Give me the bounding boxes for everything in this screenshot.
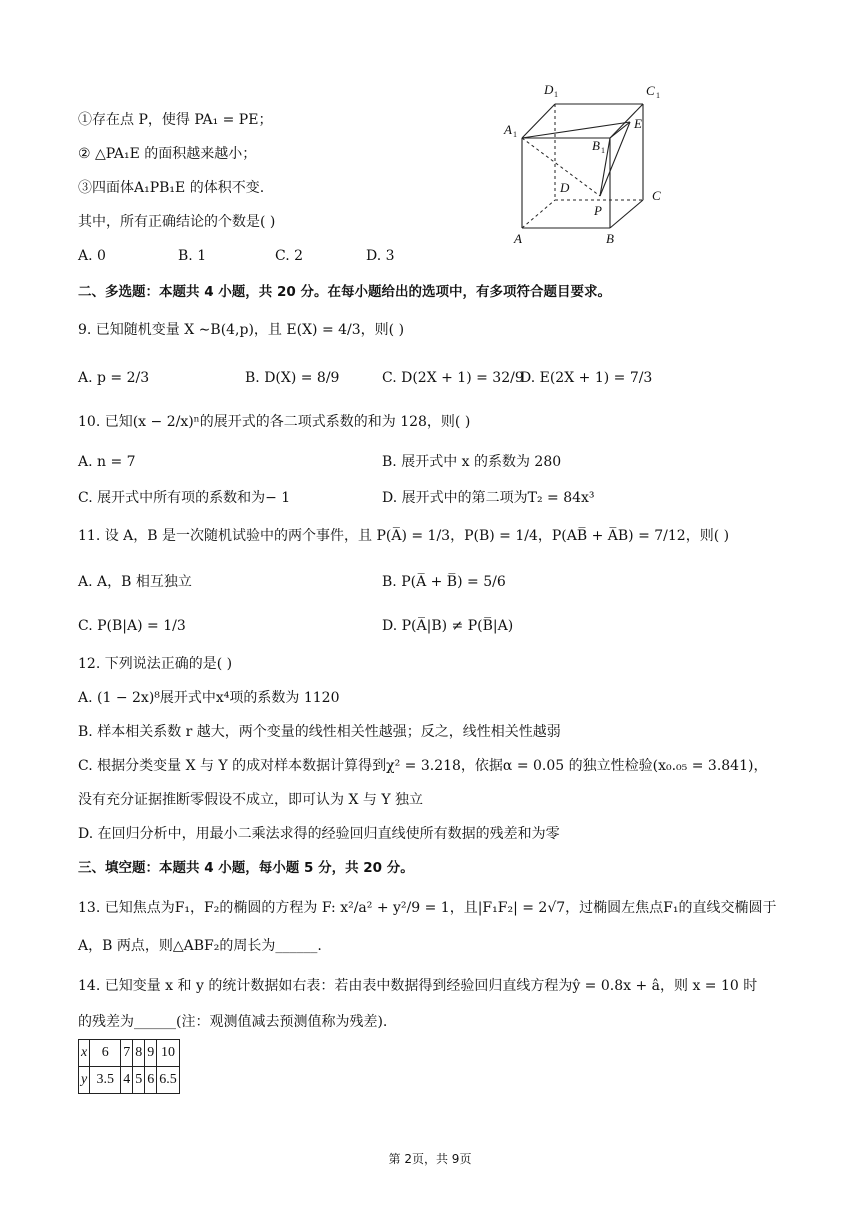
table-cell: x bbox=[79, 1040, 90, 1067]
q12-stem: 12. 下列说法正确的是( ) bbox=[78, 656, 233, 672]
cube-sub-b1: 1 bbox=[601, 146, 605, 155]
q11-option-d: D. P(A̅|B) ≠ P(B̅|A) bbox=[382, 618, 514, 634]
q10-option-c: C. 展开式中所有项的系数和为− 1 bbox=[78, 490, 291, 506]
cube-label-b1: B bbox=[592, 138, 600, 153]
section-3-heading: 三、填空题：本题共 4 小题，每小题 5 分，共 20 分。 bbox=[78, 860, 414, 876]
q11-option-a: A. A，B 相互独立 bbox=[78, 574, 192, 590]
q8-statement-2: ② △PA₁E 的面积越来越小； bbox=[78, 146, 257, 162]
q8-option-d: D. 3 bbox=[366, 248, 395, 264]
q12-option-c-line1: C. 根据分类变量 X 与 Y 的成对样本数据计算得到χ² = 3.218，依据α = 0.05 的独立性检验(x₀.₀₅ = 3.841)， bbox=[78, 758, 768, 774]
page-footer: 第 2页，共 9页 bbox=[388, 1152, 472, 1166]
q14-line1: 14. 已知变量 x 和 y 的统计数据如右表：若由表中数据得到经验回归直线方程为ŷ = 0.8x + â，则 x = 10 时 bbox=[78, 978, 758, 994]
q9-option-d: D. E(2X + 1) = 7/3 bbox=[520, 370, 653, 386]
q9-option-a: A. p = 2/3 bbox=[78, 370, 150, 386]
q10-option-a: A. n = 7 bbox=[78, 454, 136, 470]
table-cell: y bbox=[79, 1067, 90, 1094]
q10-option-b: B. 展开式中 x 的系数为 280 bbox=[382, 454, 562, 470]
q9-option-c: C. D(2X + 1) = 32/9 bbox=[382, 370, 524, 386]
q9-stem: 9. 已知随机变量 X ∼B(4,p)，且 E(X) = 4/3，则( ) bbox=[78, 322, 405, 338]
q12-option-d: D. 在回归分析中，用最小二乘法求得的经验回归直线使所有数据的残差和为零 bbox=[78, 826, 560, 842]
cube-label-c: C bbox=[652, 188, 661, 203]
table-cell: 7 bbox=[121, 1040, 133, 1067]
q10-option-d: D. 展开式中的第二项为T₂ = 84x³ bbox=[382, 490, 595, 506]
q10-stem: 10. 已知(x − 2/x)ⁿ的展开式的各二项式系数的和为 128，则( ) bbox=[78, 414, 471, 430]
table-cell: 9 bbox=[145, 1040, 157, 1067]
cube-label-c1: C bbox=[646, 83, 655, 98]
q9-option-b: B. D(X) = 8/9 bbox=[245, 370, 340, 386]
q13-line2: A，B 两点，则△ABF₂的周长为______. bbox=[78, 938, 322, 954]
table-cell: 5 bbox=[133, 1067, 145, 1094]
q11-option-c: C. P(B|A) = 1/3 bbox=[78, 618, 186, 634]
table-cell: 6 bbox=[90, 1040, 121, 1067]
q11-stem: 11. 设 A，B 是一次随机试验中的两个事件，且 P(A̅) = 1/3，P(B) = 1/4，P(AB̅ + A̅B) = 7/12，则( ) bbox=[78, 528, 730, 544]
q8-option-c: C. 2 bbox=[275, 248, 304, 264]
q8-statement-3: ③四面体A₁PB₁E 的体积不变. bbox=[78, 180, 265, 196]
section-2-heading: 二、多选题：本题共 4 小题，共 20 分。在每小题给出的选项中，有多项符合题目要求。 bbox=[78, 284, 611, 300]
q12-option-c-line2: 没有充分证据推断零假设不成立，即可认为 X 与 Y 独立 bbox=[78, 792, 424, 808]
q13-line1: 13. 已知焦点为F₁，F₂的椭圆的方程为 F: x²/a² + y²/9 = 1，且|F₁F₂| = 2√7，过椭圆左焦点F₁的直线交椭圆于 bbox=[78, 900, 777, 916]
table-cell: 3.5 bbox=[90, 1067, 121, 1094]
cube-label-d: D bbox=[560, 180, 570, 195]
q12-option-a: A. (1 − 2x)⁸展开式中x⁴项的系数为 1120 bbox=[78, 690, 340, 706]
table-cell: 6 bbox=[145, 1067, 157, 1094]
q12-option-b: B. 样本相关系数 r 越大，两个变量的线性相关性越强；反之，线性相关性越弱 bbox=[78, 724, 561, 740]
q8-stem: 其中，所有正确结论的个数是( ) bbox=[78, 214, 276, 230]
q8-option-b: B. 1 bbox=[178, 248, 207, 264]
cube-label-b: B bbox=[606, 231, 614, 246]
cube-sub-a1: 1 bbox=[513, 130, 517, 139]
cube-sub-d1: 1 bbox=[554, 90, 558, 99]
table-cell: 6.5 bbox=[157, 1067, 180, 1094]
q8-statement-1: ①存在点 P，使得 PA₁ = PE； bbox=[78, 112, 273, 128]
q8-option-a: A. 0 bbox=[78, 248, 106, 264]
cube-sub-c1: 1 bbox=[656, 91, 660, 100]
cube-figure bbox=[500, 78, 680, 248]
cube-label-e: E bbox=[634, 116, 642, 131]
cube-label-p: P bbox=[594, 203, 602, 218]
table-cell: 10 bbox=[157, 1040, 180, 1067]
table-cell: 8 bbox=[133, 1040, 145, 1067]
table-row bbox=[79, 1040, 180, 1067]
cube-label-a: A bbox=[514, 231, 522, 246]
cube-label-d1: D bbox=[544, 82, 554, 97]
q11-option-b: B. P(A̅ + B̅) = 5/6 bbox=[382, 574, 506, 590]
q14-line2: 的残差为______(注：观测值减去预测值称为残差). bbox=[78, 1014, 388, 1030]
table-row bbox=[79, 1067, 180, 1094]
stat-table bbox=[78, 1039, 180, 1094]
table-cell: 4 bbox=[121, 1067, 133, 1094]
cube-label-a1: A bbox=[504, 122, 512, 137]
